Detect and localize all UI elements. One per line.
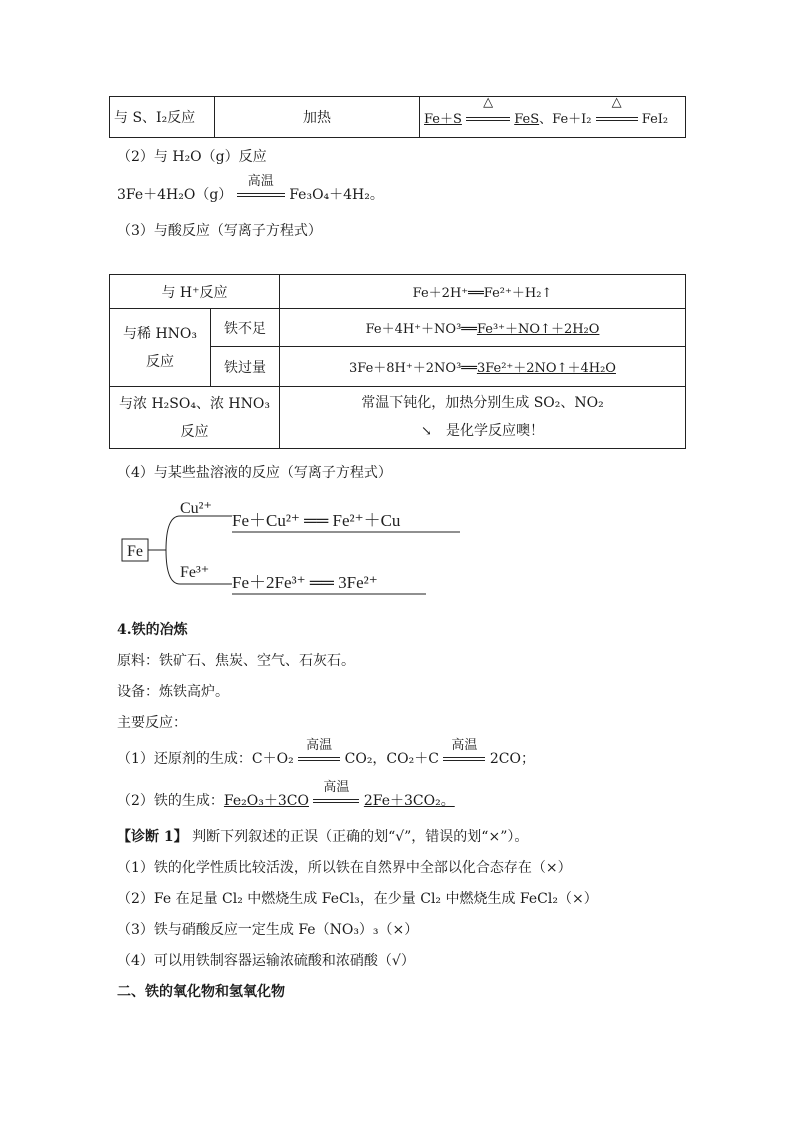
- r1-prefix: （1）还原剂的生成：C＋O₂: [117, 751, 294, 767]
- heat-symbol: △: [483, 94, 494, 110]
- eq2-left: 3Fe＋8H⁺＋2NO³══: [349, 361, 477, 376]
- arrow-icon: ↘: [421, 424, 432, 439]
- eq-fe-i-right: FeI₂: [641, 111, 669, 127]
- r1-mid: CO₂，CO₂＋C: [344, 751, 439, 767]
- table-row: [110, 97, 686, 138]
- cond-high-temp: 高温: [247, 174, 274, 189]
- diagnosis-item: （2）Fe 在足量 Cl₂ 中燃烧生成 FeCl₃，在少量 Cl₂ 中燃烧生成 FeCl₂（×）: [117, 891, 598, 907]
- dilute-hno3-label-cell: [110, 309, 211, 387]
- r2-right: 2Fe＋3CO₂。: [363, 793, 455, 809]
- eq-fe-i-left: Fe＋I₂: [552, 111, 592, 127]
- heat-symbol: △: [611, 94, 622, 110]
- conc-acid-label-cell: [110, 387, 280, 449]
- eq-arrow-heat-1: [466, 94, 510, 127]
- h-plus-eq-cell: [280, 275, 686, 309]
- smelting-raw-materials: 原料：铁矿石、焦炭、空气、石灰石。: [117, 653, 355, 669]
- h-plus-label-cell: [110, 275, 280, 309]
- table-acid-reactions: [109, 274, 686, 449]
- eq1-right: Fe³⁺＋NO↑＋2H₂O: [476, 322, 600, 337]
- fe-box-label: Fe: [127, 543, 143, 560]
- fe-insufficient-eq-cell: [280, 309, 686, 347]
- eq-fe-s-right: FeS: [514, 111, 540, 127]
- section4-heading: （4）与某些盐溶液的反应（写离子方程式）: [117, 465, 392, 481]
- eq-arrow-high-temp: [313, 780, 359, 809]
- diagnosis-title: 【诊断 1】: [117, 829, 188, 845]
- smelting-reaction-2: [117, 780, 455, 810]
- eq-left: 3Fe＋4H₂O（g）: [117, 187, 233, 203]
- next-section-heading: 二、铁的氧化物和氢氧化物: [117, 984, 285, 1000]
- h-plus-equation: Fe＋2H⁺══Fe²⁺＋H₂↑: [412, 286, 553, 301]
- section2-heading: （2）与 H₂O（g）反应: [117, 149, 267, 165]
- passivation-text: 常温下钝化，加热分别生成 SO₂、NO₂: [361, 395, 604, 411]
- eq-arrow-heat-2: [596, 94, 638, 127]
- eq-arrow-high-temp: [298, 738, 340, 767]
- diagnosis-header: [117, 826, 528, 846]
- table-row: [110, 275, 686, 309]
- branch2-equation: Fe＋2Fe³⁺ ══ 3Fe²⁺: [232, 573, 378, 592]
- fe-insufficient-label: 铁不足: [224, 320, 266, 337]
- eq-right: Fe₃O₄＋4H₂。: [289, 187, 384, 203]
- conc-acid-label: 与浓 H₂SO₄、浓 HNO₃: [119, 395, 270, 412]
- diagnosis-item: （3）铁与硝酸反应一定生成 Fe（NO₃）₃（×）: [117, 922, 419, 938]
- eq-arrow-high-temp: [237, 174, 285, 203]
- table-fe-s-i2: [109, 96, 686, 138]
- cond-high-temp: 高温: [323, 780, 350, 795]
- condition-label: 加热: [303, 110, 331, 126]
- branch1-equation: Fe＋Cu²⁺ ══ Fe²⁺＋Cu: [232, 511, 401, 530]
- reactant-label: 与 S、I₂反应: [114, 110, 196, 126]
- r2-prefix: （2）铁的生成：: [117, 793, 224, 809]
- salt-reaction-diagram: [120, 492, 480, 602]
- reactant-cell: [110, 97, 215, 138]
- dilute-hno3-label: 与稀 HNO₃: [123, 325, 197, 342]
- branch-upper: [166, 516, 232, 550]
- smelting-reaction-1: [117, 738, 535, 768]
- fe-insufficient-cell: [211, 309, 280, 347]
- diagnosis-item: （4）可以用铁制容器运输浓硫酸和浓硝酸（√）: [117, 953, 415, 969]
- smelting-title: 4.铁的冶炼: [117, 622, 188, 638]
- fe-excess-label: 铁过量: [224, 359, 266, 376]
- smelting-equipment: 设备：炼铁高炉。: [117, 684, 229, 700]
- chemical-reaction-note: 是化学反应噢！: [445, 423, 544, 439]
- cond-high-temp: 高温: [451, 738, 478, 753]
- eq-fe-s-left: Fe＋S: [424, 111, 462, 127]
- section3-heading: （3）与酸反应（写离子方程式）: [117, 223, 322, 239]
- eq-arrow-high-temp: [443, 738, 485, 767]
- diagnosis-intro: 判断下列叙述的正误（正确的划“√”，错误的划“×”）。: [187, 829, 529, 845]
- dilute-hno3-label-2: 反应: [146, 353, 174, 370]
- section2-equation: [117, 174, 384, 204]
- conc-acid-text-cell: [280, 387, 686, 449]
- table-row: [110, 387, 686, 449]
- eq1-left: Fe＋4H⁺＋NO³══: [365, 322, 477, 337]
- condition-cell: [215, 97, 420, 138]
- separator: 、: [539, 111, 553, 127]
- cond-high-temp: 高温: [306, 738, 333, 753]
- r1-end: 2CO；: [489, 751, 535, 767]
- smelting-main-reactions: 主要反应：: [117, 715, 187, 731]
- conc-acid-label-2: 反应: [180, 423, 209, 440]
- r2-left: Fe₂O₃＋3CO: [223, 793, 309, 809]
- equation-cell: [420, 94, 686, 138]
- fe-excess-cell: [211, 347, 280, 387]
- table-row: [110, 309, 686, 347]
- branch2-label: Fe³⁺: [180, 564, 210, 581]
- eq2-right: 3Fe²⁺＋2NO↑＋4H₂O: [476, 361, 616, 376]
- h-plus-label: 与 H⁺反应: [161, 284, 228, 301]
- branch1-label: Cu²⁺: [180, 500, 212, 517]
- diagnosis-item: （1）铁的化学性质比较活泼，所以铁在自然界中全部以化合态存在（×）: [117, 860, 572, 876]
- fe-excess-eq-cell: [280, 347, 686, 387]
